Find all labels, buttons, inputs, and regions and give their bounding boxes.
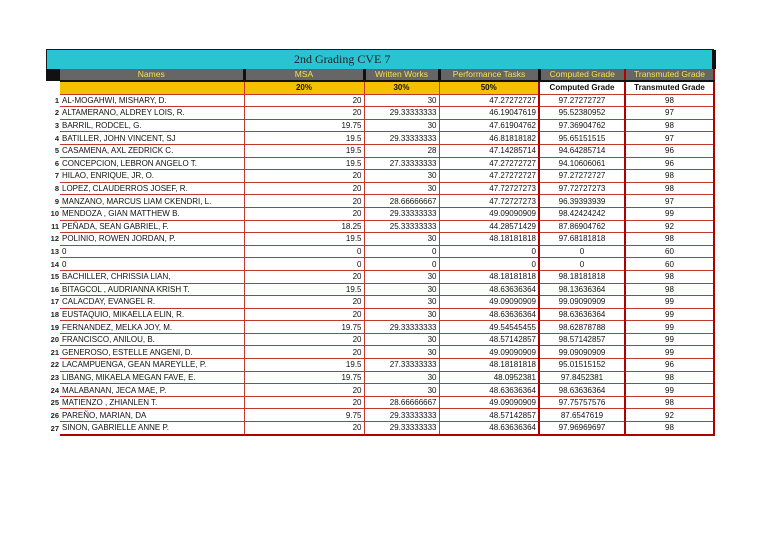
written-works-cell[interactable]: 27.33333333 [364, 157, 439, 170]
msa-cell[interactable]: 20 [244, 346, 364, 359]
written-works-cell[interactable]: 28.66666667 [364, 195, 439, 208]
student-rows [46, 94, 714, 435]
written-works-cell[interactable]: 29.33333333 [364, 422, 439, 435]
computed-grade-cell[interactable]: 95.65151515 [539, 132, 625, 145]
row-number: 4 [54, 133, 59, 143]
written-works-cell[interactable]: 30 [364, 296, 439, 309]
transmuted-grade-cell[interactable]: 97 [625, 195, 714, 208]
student-name-cell[interactable]: ALTAMERANO, ALDREY LOIS, R. [60, 107, 244, 120]
student-name-cell[interactable]: MATIENZO , ZHIANLEN T. [60, 396, 244, 409]
msa-cell[interactable]: 20 [244, 384, 364, 397]
row-number: 12 [50, 234, 59, 244]
transmuted-grade-cell[interactable]: 96 [625, 157, 714, 170]
performance-tasks-cell[interactable]: 49.09090909 [439, 296, 539, 309]
row-number: 17 [50, 297, 59, 307]
transmuted-grade-cell[interactable]: 98 [625, 170, 714, 183]
performance-tasks-cell[interactable]: 48.63636364 [439, 422, 539, 435]
table-row [46, 195, 714, 208]
row-number: 1 [54, 95, 59, 105]
computed-grade-cell[interactable]: 98.63636364 [539, 384, 625, 397]
written-works-cell[interactable]: 28 [364, 144, 439, 157]
msa-cell[interactable]: 20 [244, 107, 364, 120]
computed-grade-cell[interactable]: 97.75757576 [539, 396, 625, 409]
performance-tasks-cell[interactable]: 47.72727273 [439, 195, 539, 208]
title-bar [46, 49, 714, 69]
student-name-cell[interactable]: PAREÑO, MARIAN, DA [60, 409, 244, 422]
performance-tasks-cell[interactable]: 47.27272727 [439, 170, 539, 183]
performance-tasks-cell[interactable]: 47.27272727 [439, 94, 539, 107]
msa-cell[interactable]: 20 [244, 333, 364, 346]
table-row [46, 283, 714, 296]
written-works-cell[interactable]: 30 [364, 233, 439, 246]
header-names[interactable]: Names [60, 69, 244, 81]
transmuted-grade-cell[interactable]: 92 [625, 409, 714, 422]
performance-tasks-cell[interactable]: 48.18181818 [439, 359, 539, 372]
header-written-works[interactable]: Written Works [364, 69, 439, 81]
transmuted-grade-cell[interactable]: 99 [625, 384, 714, 397]
computed-grade-cell[interactable]: 97.8452381 [539, 371, 625, 384]
computed-grade-cell[interactable]: 98.62878788 [539, 321, 625, 334]
transmuted-grade-cell[interactable]: 98 [625, 119, 714, 132]
student-name-cell[interactable]: BATILLER, JOHN VINCENT, SJ [60, 132, 244, 145]
student-name-cell[interactable]: CALACDAY, EVANGEL R. [60, 296, 244, 309]
performance-tasks-cell[interactable]: 46.19047619 [439, 107, 539, 120]
written-works-cell[interactable]: 29.33333333 [364, 321, 439, 334]
header-row [46, 69, 714, 81]
msa-cell[interactable]: 19.5 [244, 283, 364, 296]
row-number: 22 [50, 360, 59, 370]
table-row [46, 296, 714, 309]
weight-msa[interactable]: 20% [244, 81, 364, 94]
msa-cell[interactable]: 20 [244, 182, 364, 195]
subheader-transmuted-grade[interactable]: Transmuted Grade [625, 81, 714, 94]
header-computed-grade[interactable]: Computed Grade [539, 69, 625, 81]
transmuted-grade-cell[interactable]: 97 [625, 107, 714, 120]
student-name-cell[interactable]: CONCEPCION, LEBRON ANGELO T. [60, 157, 244, 170]
row-number: 20 [50, 335, 59, 345]
computed-grade-cell[interactable]: 97.27272727 [539, 170, 625, 183]
computed-grade-cell[interactable]: 87.86904762 [539, 220, 625, 233]
computed-grade-cell[interactable]: 87.6547619 [539, 409, 625, 422]
grade-sheet [46, 49, 714, 436]
transmuted-grade-cell[interactable]: 92 [625, 220, 714, 233]
row-number: 3 [54, 121, 59, 131]
written-works-cell[interactable]: 30 [364, 283, 439, 296]
written-works-cell[interactable]: 30 [364, 94, 439, 107]
computed-grade-cell[interactable]: 94.64285714 [539, 144, 625, 157]
table-row [46, 182, 714, 195]
performance-tasks-cell[interactable]: 48.63636364 [439, 384, 539, 397]
student-name-cell[interactable]: GENEROSO, ESTELLE ANGENI, D. [60, 346, 244, 359]
msa-cell[interactable]: 19.75 [244, 371, 364, 384]
student-name-cell[interactable]: POLINIO, ROWEN JORDAN, P. [60, 233, 244, 246]
row-number: 10 [50, 209, 59, 219]
written-works-cell[interactable]: 30 [364, 384, 439, 397]
table-row [46, 359, 714, 372]
transmuted-grade-cell[interactable]: 98 [625, 422, 714, 435]
table-row [46, 270, 714, 283]
row-number: 19 [50, 322, 59, 332]
written-works-cell[interactable]: 28.66666667 [364, 396, 439, 409]
msa-cell[interactable]: 20 [244, 308, 364, 321]
msa-cell[interactable]: 20 [244, 207, 364, 220]
msa-cell[interactable]: 9.75 [244, 409, 364, 422]
row-number: 16 [50, 284, 59, 294]
written-works-cell[interactable]: 30 [364, 119, 439, 132]
computed-grade-cell[interactable]: 97.68181818 [539, 233, 625, 246]
table-row [46, 132, 714, 145]
table-row [46, 94, 714, 107]
row-number: 18 [50, 309, 59, 319]
transmuted-grade-cell[interactable]: 99 [625, 346, 714, 359]
msa-cell[interactable]: 19.5 [244, 132, 364, 145]
performance-tasks-cell[interactable]: 49.09090909 [439, 346, 539, 359]
table-row [46, 170, 714, 183]
written-works-cell[interactable]: 0 [364, 245, 439, 258]
table-row [46, 245, 714, 258]
msa-cell[interactable]: 19.5 [244, 233, 364, 246]
transmuted-grade-cell[interactable]: 98 [625, 396, 714, 409]
performance-tasks-cell[interactable]: 46.81818182 [439, 132, 539, 145]
transmuted-grade-cell[interactable]: 99 [625, 308, 714, 321]
performance-tasks-cell[interactable]: 49.09090909 [439, 207, 539, 220]
row-number: 8 [54, 184, 59, 194]
transmuted-grade-cell[interactable]: 98 [625, 182, 714, 195]
computed-grade-cell[interactable]: 98.42424242 [539, 207, 625, 220]
table-row [46, 220, 714, 233]
table-row [46, 119, 714, 132]
written-works-cell[interactable]: 29.33333333 [364, 107, 439, 120]
row-number: 25 [50, 398, 59, 408]
table-row [46, 321, 714, 334]
computed-grade-cell[interactable]: 97.96969697 [539, 422, 625, 435]
transmuted-grade-cell[interactable]: 96 [625, 359, 714, 372]
msa-cell[interactable]: 19.75 [244, 119, 364, 132]
table-row [46, 157, 714, 170]
performance-tasks-cell[interactable]: 0 [439, 245, 539, 258]
written-works-cell[interactable]: 0 [364, 258, 439, 271]
transmuted-grade-cell[interactable]: 99 [625, 333, 714, 346]
written-works-cell[interactable]: 30 [364, 170, 439, 183]
row-number: 21 [50, 347, 59, 357]
msa-cell[interactable]: 18.25 [244, 220, 364, 233]
msa-cell[interactable]: 0 [244, 245, 364, 258]
written-works-cell[interactable]: 29.33333333 [364, 207, 439, 220]
row-number: 15 [50, 272, 59, 282]
grades-table [46, 69, 715, 436]
table-row [46, 422, 714, 435]
written-works-cell[interactable]: 30 [364, 270, 439, 283]
transmuted-grade-cell[interactable]: 98 [625, 283, 714, 296]
student-name-cell[interactable]: BITAGCOL , AUDRIANNA KRISH T. [60, 283, 244, 296]
written-works-cell[interactable]: 25.33333333 [364, 220, 439, 233]
written-works-cell[interactable]: 30 [364, 182, 439, 195]
student-name-cell[interactable]: FERNANDEZ, MELKA JOY, M. [60, 321, 244, 334]
computed-grade-cell[interactable]: 98.18181818 [539, 270, 625, 283]
student-name-cell[interactable]: BARRIL, RODCEL, G. [60, 119, 244, 132]
table-row [46, 396, 714, 409]
transmuted-grade-cell[interactable]: 98 [625, 233, 714, 246]
transmuted-grade-cell[interactable]: 98 [625, 270, 714, 283]
row-number: 23 [50, 372, 59, 382]
row-number: 11 [51, 221, 59, 231]
performance-tasks-cell[interactable]: 47.27272727 [439, 157, 539, 170]
msa-cell[interactable]: 20 [244, 270, 364, 283]
weight-written-works[interactable]: 30% [364, 81, 439, 94]
student-name-cell[interactable]: CASAMENA, AXL ZEDRICK C. [60, 144, 244, 157]
row-number: 6 [54, 158, 59, 168]
performance-tasks-cell[interactable]: 48.18181818 [439, 233, 539, 246]
computed-grade-cell[interactable]: 94.10606061 [539, 157, 625, 170]
student-name-cell[interactable]: MALABANAN, JECA MAE, P. [60, 384, 244, 397]
table-row [46, 207, 714, 220]
row-number: 26 [50, 410, 59, 420]
table-row [46, 346, 714, 359]
written-works-cell[interactable]: 30 [364, 308, 439, 321]
table-row [46, 333, 714, 346]
transmuted-grade-cell[interactable]: 96 [625, 144, 714, 157]
computed-grade-cell[interactable]: 0 [539, 245, 625, 258]
transmuted-grade-cell[interactable]: 98 [625, 94, 714, 107]
performance-tasks-cell[interactable]: 0 [439, 258, 539, 271]
performance-tasks-cell[interactable]: 47.61904762 [439, 119, 539, 132]
msa-cell[interactable]: 20 [244, 422, 364, 435]
student-name-cell[interactable]: AL-MOGAHWI, MISHARY, D. [60, 94, 244, 107]
student-name-cell[interactable]: LIBANG, MIKAELA MEGAN FAVE, E. [60, 371, 244, 384]
weight-performance-tasks[interactable]: 50% [439, 81, 539, 94]
msa-cell[interactable]: 19.75 [244, 321, 364, 334]
computed-grade-cell[interactable]: 95.52380952 [539, 107, 625, 120]
computed-grade-cell[interactable]: 97.36904762 [539, 119, 625, 132]
performance-tasks-cell[interactable]: 48.0952381 [439, 371, 539, 384]
table-row [46, 308, 714, 321]
row-number: 5 [54, 146, 59, 156]
computed-grade-cell[interactable]: 99.09090909 [539, 346, 625, 359]
written-works-cell[interactable]: 30 [364, 346, 439, 359]
computed-grade-cell[interactable]: 0 [539, 258, 625, 271]
computed-grade-cell[interactable]: 98.57142857 [539, 333, 625, 346]
student-name-cell[interactable]: 0 [60, 258, 244, 271]
student-name-cell[interactable]: LACAMPUENGA, GEAN MAREYLLE, P. [60, 359, 244, 372]
performance-tasks-cell[interactable]: 49.09090909 [439, 396, 539, 409]
performance-tasks-cell[interactable]: 48.63636364 [439, 308, 539, 321]
msa-cell[interactable]: 19.5 [244, 144, 364, 157]
performance-tasks-cell[interactable]: 49.54545455 [439, 321, 539, 334]
row-number: 24 [50, 385, 59, 395]
subheader-computed-grade[interactable]: Computed Grade [539, 81, 625, 94]
header-performance-tasks[interactable]: Performance Tasks [439, 69, 539, 81]
written-works-cell[interactable]: 30 [364, 371, 439, 384]
table-row [46, 107, 714, 120]
performance-tasks-cell[interactable]: 48.18181818 [439, 270, 539, 283]
table-row [46, 371, 714, 384]
weight-row [46, 81, 714, 94]
student-name-cell[interactable]: FRANCISCO, ANILOU, B. [60, 333, 244, 346]
student-name-cell[interactable]: LOPEZ, CLAUDERROS JOSEF, R. [60, 182, 244, 195]
computed-grade-cell[interactable]: 97.72727273 [539, 182, 625, 195]
table-row [46, 258, 714, 271]
computed-grade-cell[interactable]: 98.13636364 [539, 283, 625, 296]
msa-cell[interactable]: 20 [244, 94, 364, 107]
computed-grade-cell[interactable]: 98.63636364 [539, 308, 625, 321]
computed-grade-cell[interactable]: 97.27272727 [539, 94, 625, 107]
student-name-cell[interactable]: HILAO, ENRIQUE, JR, O. [60, 170, 244, 183]
msa-cell[interactable]: 19.5 [244, 157, 364, 170]
performance-tasks-cell[interactable]: 48.63636364 [439, 283, 539, 296]
msa-cell[interactable]: 20 [244, 296, 364, 309]
transmuted-grade-cell[interactable]: 99 [625, 207, 714, 220]
row-number: 14 [50, 259, 59, 269]
row-number: 27 [50, 423, 59, 433]
table-row [46, 144, 714, 157]
computed-grade-cell[interactable]: 96.39393939 [539, 195, 625, 208]
student-name-cell[interactable]: 0 [60, 245, 244, 258]
performance-tasks-cell[interactable]: 48.57142857 [439, 333, 539, 346]
written-works-cell[interactable]: 29.33333333 [364, 409, 439, 422]
msa-cell[interactable]: 20 [244, 396, 364, 409]
msa-cell[interactable]: 19.5 [244, 359, 364, 372]
computed-grade-cell[interactable]: 95.01515152 [539, 359, 625, 372]
header-msa[interactable]: MSA [244, 69, 364, 81]
msa-cell[interactable]: 20 [244, 170, 364, 183]
weight-names[interactable] [60, 81, 244, 94]
row-number: 7 [54, 171, 59, 181]
table-row [46, 233, 714, 246]
row-number: 9 [54, 196, 59, 206]
table-row [46, 384, 714, 397]
student-name-cell[interactable]: MANZANO, MARCUS LIAM CKENDRI, L. [60, 195, 244, 208]
performance-tasks-cell[interactable]: 47.72727273 [439, 182, 539, 195]
performance-tasks-cell[interactable]: 47.14285714 [439, 144, 539, 157]
performance-tasks-cell[interactable]: 48.57142857 [439, 409, 539, 422]
table-row [46, 409, 714, 422]
written-works-cell[interactable]: 30 [364, 333, 439, 346]
msa-cell[interactable]: 0 [244, 258, 364, 271]
row-number: 2 [54, 108, 59, 118]
header-transmuted-grade[interactable]: Transmuted Grade [625, 69, 714, 81]
msa-cell[interactable]: 20 [244, 195, 364, 208]
written-works-cell[interactable]: 29.33333333 [364, 132, 439, 145]
student-name-cell[interactable]: MENDOZA , GIAN MATTHEW B. [60, 207, 244, 220]
computed-grade-cell[interactable]: 99.09090909 [539, 296, 625, 309]
transmuted-grade-cell[interactable]: 60 [625, 245, 714, 258]
transmuted-grade-cell[interactable]: 98 [625, 371, 714, 384]
student-name-cell[interactable]: EUSTAQUIO, MIKAELLA ELIN, R. [60, 308, 244, 321]
transmuted-grade-cell[interactable]: 99 [625, 321, 714, 334]
student-name-cell[interactable]: SINON, GABRIELLE ANNE P. [60, 422, 244, 435]
student-name-cell[interactable]: PEÑADA, SEAN GABRIEL, F. [60, 220, 244, 233]
transmuted-grade-cell[interactable]: 99 [625, 296, 714, 309]
row-number: 13 [50, 247, 59, 257]
sheet-title: 2nd Grading CVE 7 [294, 52, 391, 66]
transmuted-grade-cell[interactable]: 97 [625, 132, 714, 145]
student-name-cell[interactable]: BACHILLER, CHRISSIA LIAN, [60, 270, 244, 283]
performance-tasks-cell[interactable]: 44.28571429 [439, 220, 539, 233]
written-works-cell[interactable]: 27.33333333 [364, 359, 439, 372]
transmuted-grade-cell[interactable]: 60 [625, 258, 714, 271]
